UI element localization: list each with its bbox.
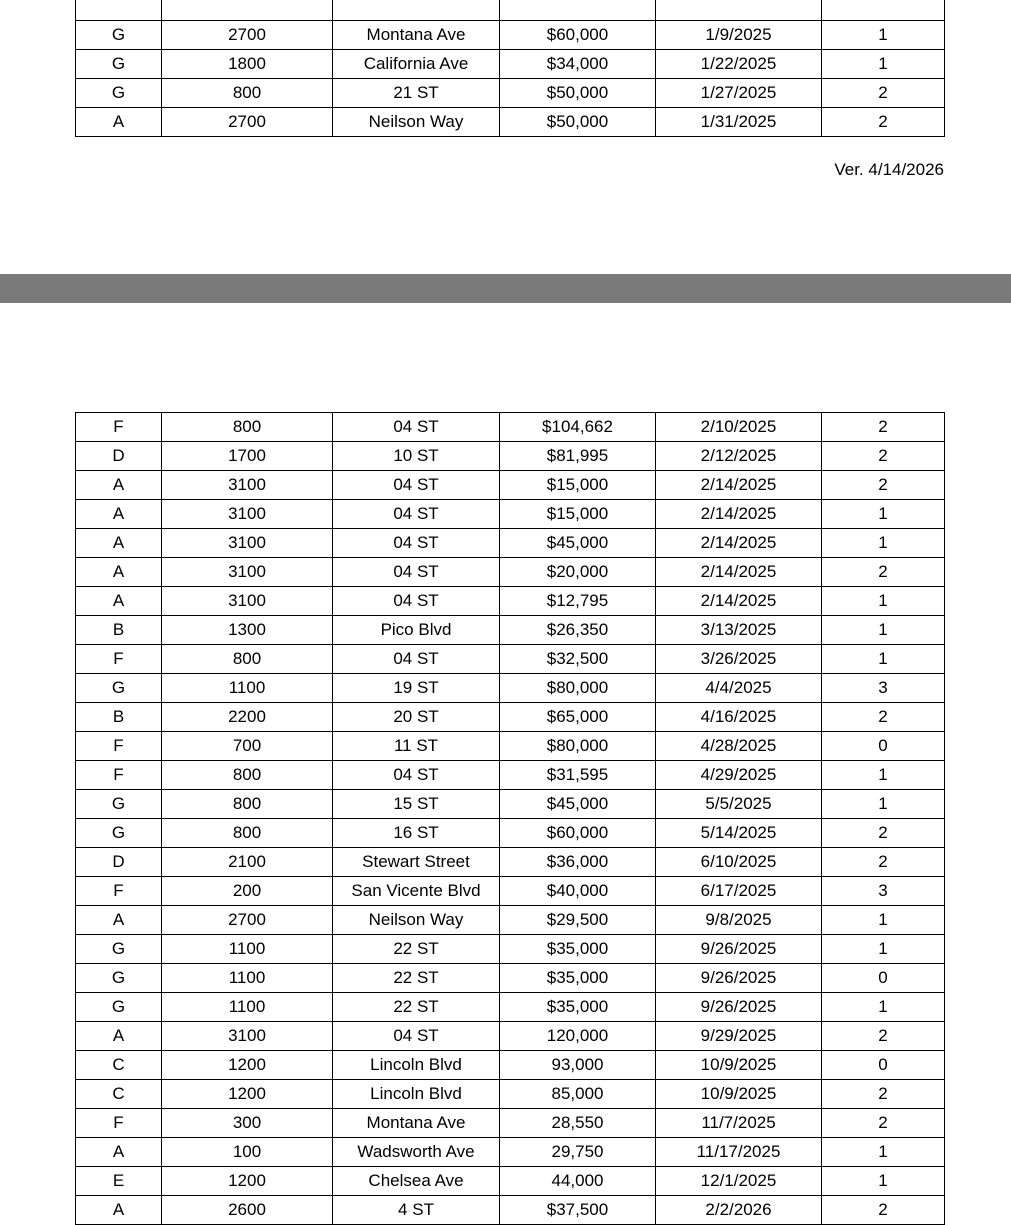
date-cell: 11/7/2025: [656, 1109, 822, 1138]
amount-cell: [500, 0, 656, 21]
amount-cell: $60,000: [500, 21, 656, 50]
street-cell: 22 ST: [333, 993, 500, 1022]
count-cell: 1: [822, 50, 945, 79]
block-cell: 1200: [162, 1167, 333, 1196]
street-cell: Pico Blvd: [333, 616, 500, 645]
table-row: [76, 21, 945, 50]
block-cell: [162, 0, 333, 21]
table-row: [76, 500, 945, 529]
block-cell: 100: [162, 1138, 333, 1167]
amount-cell: 85,000: [500, 1080, 656, 1109]
zone-cell: F: [76, 413, 162, 442]
table-row: [76, 906, 945, 935]
street-cell: 04 ST: [333, 413, 500, 442]
zone-cell: G: [76, 935, 162, 964]
date-cell: 2/14/2025: [656, 500, 822, 529]
block-cell: 800: [162, 790, 333, 819]
street-cell: San Vicente Blvd: [333, 877, 500, 906]
block-cell: 700: [162, 732, 333, 761]
street-cell: Montana Ave: [333, 1109, 500, 1138]
table-row: [76, 761, 945, 790]
date-cell: 9/29/2025: [656, 1022, 822, 1051]
amount-cell: 28,550: [500, 1109, 656, 1138]
amount-cell: $36,000: [500, 848, 656, 877]
block-cell: 3100: [162, 558, 333, 587]
zone-cell: G: [76, 790, 162, 819]
date-cell: 10/9/2025: [656, 1080, 822, 1109]
amount-cell: $29,500: [500, 906, 656, 935]
date-cell: 2/14/2025: [656, 558, 822, 587]
table-row: [76, 587, 945, 616]
block-cell: 2700: [162, 108, 333, 137]
block-cell: 1100: [162, 964, 333, 993]
date-cell: 2/12/2025: [656, 442, 822, 471]
zone-cell: A: [76, 587, 162, 616]
count-cell: 1: [822, 935, 945, 964]
table-row: [76, 50, 945, 79]
zone-cell: G: [76, 50, 162, 79]
count-cell: 1: [822, 529, 945, 558]
street-cell: 11 ST: [333, 732, 500, 761]
table-row: [76, 964, 945, 993]
amount-cell: $32,500: [500, 645, 656, 674]
table-row: [76, 732, 945, 761]
date-cell: 12/1/2025: [656, 1167, 822, 1196]
block-cell: 2100: [162, 848, 333, 877]
amount-cell: $15,000: [500, 471, 656, 500]
table-row: [76, 1080, 945, 1109]
table-row: [76, 819, 945, 848]
street-cell: 04 ST: [333, 558, 500, 587]
street-cell: 04 ST: [333, 529, 500, 558]
count-cell: 1: [822, 1138, 945, 1167]
zone-cell: G: [76, 964, 162, 993]
zone-cell: F: [76, 877, 162, 906]
amount-cell: 120,000: [500, 1022, 656, 1051]
permit-table-page-2: [75, 412, 945, 1225]
amount-cell: $80,000: [500, 674, 656, 703]
count-cell: 2: [822, 848, 945, 877]
table-row: [76, 703, 945, 732]
block-cell: 3100: [162, 587, 333, 616]
block-cell: 200: [162, 877, 333, 906]
zone-cell: D: [76, 442, 162, 471]
block-cell: 2200: [162, 703, 333, 732]
street-cell: 15 ST: [333, 790, 500, 819]
block-cell: 3100: [162, 500, 333, 529]
count-cell: 1: [822, 500, 945, 529]
version-label: Ver. 4/14/2026: [834, 160, 944, 179]
block-cell: 1100: [162, 993, 333, 1022]
street-cell: 22 ST: [333, 964, 500, 993]
table-row: [76, 471, 945, 500]
amount-cell: $50,000: [500, 108, 656, 137]
block-cell: 1200: [162, 1051, 333, 1080]
street-cell: 10 ST: [333, 442, 500, 471]
block-cell: 800: [162, 79, 333, 108]
amount-cell: $12,795: [500, 587, 656, 616]
count-cell: 0: [822, 1051, 945, 1080]
street-cell: 21 ST: [333, 79, 500, 108]
date-cell: 1/31/2025: [656, 108, 822, 137]
amount-cell: $81,995: [500, 442, 656, 471]
count-cell: 1: [822, 790, 945, 819]
street-cell: 22 ST: [333, 935, 500, 964]
count-cell: 2: [822, 1196, 945, 1225]
amount-cell: 44,000: [500, 1167, 656, 1196]
count-cell: 1: [822, 587, 945, 616]
amount-cell: $50,000: [500, 79, 656, 108]
count-cell: 2: [822, 558, 945, 587]
block-cell: 2700: [162, 906, 333, 935]
street-cell: Montana Ave: [333, 21, 500, 50]
street-cell: Wadsworth Ave: [333, 1138, 500, 1167]
table-row: [76, 645, 945, 674]
zone-cell: A: [76, 108, 162, 137]
zone-cell: C: [76, 1051, 162, 1080]
table-row: [76, 0, 945, 21]
table-row: [76, 1022, 945, 1051]
amount-cell: $31,595: [500, 761, 656, 790]
amount-cell: $37,500: [500, 1196, 656, 1225]
block-cell: 800: [162, 413, 333, 442]
table-row: [76, 108, 945, 137]
date-cell: 9/26/2025: [656, 964, 822, 993]
zone-cell: E: [76, 1167, 162, 1196]
count-cell: 2: [822, 819, 945, 848]
date-cell: 4/4/2025: [656, 674, 822, 703]
street-cell: 19 ST: [333, 674, 500, 703]
table-row: [76, 1051, 945, 1080]
zone-cell: F: [76, 761, 162, 790]
count-cell: 3: [822, 877, 945, 906]
zone-cell: G: [76, 79, 162, 108]
block-cell: 800: [162, 645, 333, 674]
date-cell: 9/8/2025: [656, 906, 822, 935]
permit-table-page-1: [75, 0, 945, 137]
block-cell: 2700: [162, 21, 333, 50]
street-cell: Lincoln Blvd: [333, 1051, 500, 1080]
amount-cell: $45,000: [500, 529, 656, 558]
amount-cell: $40,000: [500, 877, 656, 906]
zone-cell: G: [76, 819, 162, 848]
amount-cell: $35,000: [500, 993, 656, 1022]
table-row: [76, 413, 945, 442]
street-cell: 04 ST: [333, 761, 500, 790]
street-cell: [333, 0, 500, 21]
block-cell: 1100: [162, 935, 333, 964]
street-cell: Neilson Way: [333, 906, 500, 935]
table-row: [76, 529, 945, 558]
count-cell: 1: [822, 761, 945, 790]
block-cell: 1800: [162, 50, 333, 79]
street-cell: 16 ST: [333, 819, 500, 848]
amount-cell: $35,000: [500, 935, 656, 964]
table-row: [76, 616, 945, 645]
count-cell: 0: [822, 964, 945, 993]
street-cell: 04 ST: [333, 471, 500, 500]
date-cell: 1/27/2025: [656, 79, 822, 108]
zone-cell: G: [76, 674, 162, 703]
block-cell: 1700: [162, 442, 333, 471]
count-cell: 2: [822, 442, 945, 471]
date-cell: 9/26/2025: [656, 993, 822, 1022]
date-cell: 6/10/2025: [656, 848, 822, 877]
amount-cell: 93,000: [500, 1051, 656, 1080]
table-row: [76, 1138, 945, 1167]
date-cell: 2/14/2025: [656, 529, 822, 558]
date-cell: 2/10/2025: [656, 413, 822, 442]
table-row: [76, 993, 945, 1022]
amount-cell: $26,350: [500, 616, 656, 645]
count-cell: 2: [822, 413, 945, 442]
table-body: [76, 413, 945, 1225]
date-cell: 2/14/2025: [656, 587, 822, 616]
date-cell: 4/28/2025: [656, 732, 822, 761]
amount-cell: $34,000: [500, 50, 656, 79]
zone-cell: F: [76, 645, 162, 674]
zone-cell: D: [76, 848, 162, 877]
zone-cell: F: [76, 732, 162, 761]
count-cell: 2: [822, 79, 945, 108]
zone-cell: C: [76, 1080, 162, 1109]
zone-cell: A: [76, 558, 162, 587]
count-cell: 2: [822, 471, 945, 500]
date-cell: 4/29/2025: [656, 761, 822, 790]
amount-cell: $80,000: [500, 732, 656, 761]
date-cell: 2/2/2026: [656, 1196, 822, 1225]
street-cell: Neilson Way: [333, 108, 500, 137]
street-cell: Chelsea Ave: [333, 1167, 500, 1196]
count-cell: [822, 0, 945, 21]
count-cell: 2: [822, 703, 945, 732]
amount-cell: $20,000: [500, 558, 656, 587]
table-row: [76, 877, 945, 906]
block-cell: 1100: [162, 674, 333, 703]
amount-cell: $15,000: [500, 500, 656, 529]
count-cell: 2: [822, 108, 945, 137]
count-cell: 1: [822, 21, 945, 50]
table-body: [76, 0, 945, 137]
count-cell: 1: [822, 645, 945, 674]
count-cell: 3: [822, 674, 945, 703]
block-cell: 1300: [162, 616, 333, 645]
zone-cell: A: [76, 906, 162, 935]
table-row: [76, 848, 945, 877]
block-cell: 300: [162, 1109, 333, 1138]
block-cell: 3100: [162, 471, 333, 500]
zone-cell: G: [76, 21, 162, 50]
table-row: [76, 1167, 945, 1196]
zone-cell: B: [76, 616, 162, 645]
amount-cell: 29,750: [500, 1138, 656, 1167]
street-cell: 04 ST: [333, 645, 500, 674]
date-cell: 2/14/2025: [656, 471, 822, 500]
date-cell: 1/9/2025: [656, 21, 822, 50]
date-cell: 5/5/2025: [656, 790, 822, 819]
date-cell: 10/9/2025: [656, 1051, 822, 1080]
date-cell: 1/22/2025: [656, 50, 822, 79]
street-cell: 04 ST: [333, 500, 500, 529]
date-cell: 3/13/2025: [656, 616, 822, 645]
street-cell: 04 ST: [333, 1022, 500, 1051]
zone-cell: A: [76, 1022, 162, 1051]
amount-cell: $60,000: [500, 819, 656, 848]
date-cell: 5/14/2025: [656, 819, 822, 848]
count-cell: 1: [822, 1167, 945, 1196]
block-cell: 3100: [162, 529, 333, 558]
zone-cell: A: [76, 1138, 162, 1167]
table-row: [76, 674, 945, 703]
zone-cell: A: [76, 500, 162, 529]
block-cell: 3100: [162, 1022, 333, 1051]
table-row: [76, 1109, 945, 1138]
zone-cell: A: [76, 471, 162, 500]
zone-cell: F: [76, 1109, 162, 1138]
block-cell: 800: [162, 819, 333, 848]
page-separator: [0, 274, 1011, 303]
table-row: [76, 935, 945, 964]
amount-cell: $104,662: [500, 413, 656, 442]
street-cell: 4 ST: [333, 1196, 500, 1225]
street-cell: Stewart Street: [333, 848, 500, 877]
street-cell: 04 ST: [333, 587, 500, 616]
zone-cell: [76, 0, 162, 21]
amount-cell: $35,000: [500, 964, 656, 993]
block-cell: 2600: [162, 1196, 333, 1225]
block-cell: 1200: [162, 1080, 333, 1109]
table-row: [76, 79, 945, 108]
date-cell: 3/26/2025: [656, 645, 822, 674]
count-cell: 0: [822, 732, 945, 761]
amount-cell: $45,000: [500, 790, 656, 819]
date-cell: 4/16/2025: [656, 703, 822, 732]
street-cell: 20 ST: [333, 703, 500, 732]
zone-cell: G: [76, 993, 162, 1022]
date-cell: 6/17/2025: [656, 877, 822, 906]
date-cell: [656, 0, 822, 21]
count-cell: 1: [822, 616, 945, 645]
date-cell: 11/17/2025: [656, 1138, 822, 1167]
date-cell: 9/26/2025: [656, 935, 822, 964]
count-cell: 2: [822, 1022, 945, 1051]
table-row: [76, 558, 945, 587]
zone-cell: A: [76, 529, 162, 558]
table-row: [76, 790, 945, 819]
zone-cell: B: [76, 703, 162, 732]
street-cell: California Ave: [333, 50, 500, 79]
count-cell: 1: [822, 906, 945, 935]
count-cell: 1: [822, 993, 945, 1022]
zone-cell: A: [76, 1196, 162, 1225]
count-cell: 2: [822, 1080, 945, 1109]
table-row: [76, 442, 945, 471]
count-cell: 2: [822, 1109, 945, 1138]
block-cell: 800: [162, 761, 333, 790]
amount-cell: $65,000: [500, 703, 656, 732]
street-cell: Lincoln Blvd: [333, 1080, 500, 1109]
